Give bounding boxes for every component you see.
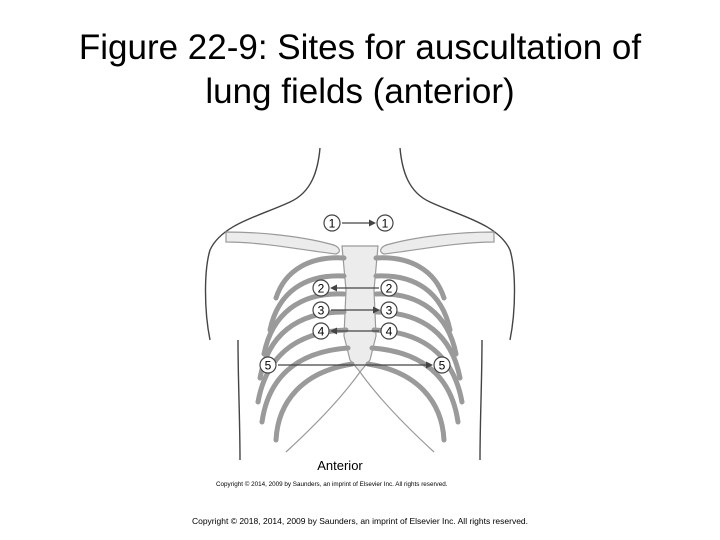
site-1-arrow xyxy=(342,220,376,227)
site-5-right-marker xyxy=(434,357,450,373)
right-arm-inner-line xyxy=(480,340,482,460)
site-2-right-marker xyxy=(381,280,397,296)
left-clavicle xyxy=(226,232,339,254)
site-2-left-number: 2 xyxy=(317,281,325,296)
image-credit: Copyright © 2014, 2009 by Saunders, an imprint of Elsevier Inc. All rights reserved. xyxy=(216,481,448,488)
site-1-right-number: 1 xyxy=(381,216,389,231)
costal-margin-left xyxy=(286,372,360,452)
costal-margin-right xyxy=(360,372,434,452)
left-arm-inner-line xyxy=(238,340,240,460)
site-3-left-number: 3 xyxy=(317,303,325,318)
rib-right-7 xyxy=(368,364,444,440)
site-5-left-marker xyxy=(260,357,276,373)
site-5-right-number: 5 xyxy=(438,358,446,373)
site-4-right-number: 4 xyxy=(385,324,393,339)
site-4-right-marker xyxy=(381,323,397,339)
title-line-2: lung fields (anterior) xyxy=(205,72,515,111)
costal-margin xyxy=(286,372,434,452)
rib-left-3 xyxy=(264,294,344,354)
site-3-right-marker xyxy=(381,302,397,318)
site-4-left-marker xyxy=(313,323,329,339)
site-3-left-marker xyxy=(313,302,329,318)
right-clavicle xyxy=(381,232,494,254)
title-line-1: Figure 22-9: Sites for auscultation of xyxy=(78,28,642,67)
slide-title xyxy=(40,26,680,114)
sternum xyxy=(342,246,378,372)
site-1-right-marker xyxy=(377,215,393,231)
site-5-left-number: 5 xyxy=(264,358,272,373)
anterior-label: Anterior xyxy=(317,458,363,473)
site-3-right-number: 3 xyxy=(385,303,393,318)
chest-illustration xyxy=(190,140,530,495)
site-2-left-marker xyxy=(313,280,329,296)
site-1-left-number: 1 xyxy=(328,216,336,231)
site-1-left-marker xyxy=(324,215,340,231)
chest-figure xyxy=(190,140,530,495)
rib-left-7 xyxy=(276,364,352,440)
footer-copyright: Copyright © 2018, 2014, 2009 by Saunders, an imprint of Elsevier Inc. All rights reserved. xyxy=(191,516,529,526)
site-2-right-number: 2 xyxy=(385,281,393,296)
site-4-left-number: 4 xyxy=(317,324,325,339)
